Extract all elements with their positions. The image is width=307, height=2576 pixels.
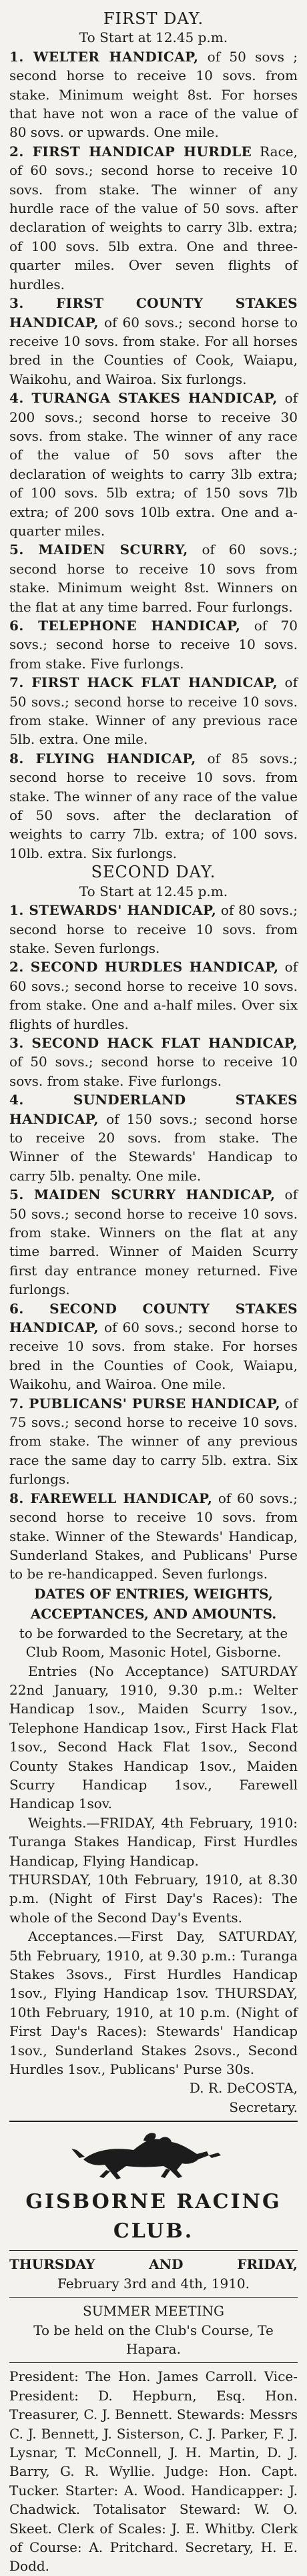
race-entry xyxy=(9,1489,298,1584)
race-entry xyxy=(9,540,298,616)
meeting-name: SUMMER MEETING xyxy=(83,2303,224,2320)
race-title: 4. TURANGA STAKES HANDICAP, xyxy=(9,390,278,407)
section-divider xyxy=(9,2121,298,2122)
race-entry xyxy=(9,1090,298,1185)
club-title: GISBORNE RACING CLUB. xyxy=(25,2190,282,2243)
race-entry xyxy=(9,749,298,863)
race-conditions: Race, of 60 sovs.; second horse to receive 10 sovs. from stake. The winner of any hurdle race of the value of 50 sovs. after declaration of weights to carry 3lb. extra; of 100 sovs. 5lb extra. One and three-quarter miles. Over seven flights of hurdles. xyxy=(9,143,298,292)
meeting-venue: To be held on the Club's Course, Te Hapara. xyxy=(33,2322,274,2357)
race-conditions: of 200 sovs.; second horse to receive 30 sovs. from stake. The winner of any race of the value of 50 sovs after the declaration of weights to carry 3lb extra; of 100 sovs. 5lb extra; of 150 sovs 7lb extra; of 200 sovs 10lb extra. One and a-quarter miles. xyxy=(9,390,298,539)
race-entry xyxy=(9,1299,298,1394)
race-conditions: of 50 sovs ; second horse to receive 10 sovs. from stake. Minimum weight 8st. For horses that have not won a race of the value of 80 sovs. or upwards. One mile. xyxy=(9,48,298,141)
dates-intro: to be forwarded to the Secretary, at the Club Room, Masonic Hotel, Gisborne. xyxy=(19,1625,288,1661)
race-conditions: of 50 sovs.; second horse to receive 10 sovs. from stake. Five furlongs. xyxy=(9,1054,298,1089)
race-title: 3. SECOND HACK FLAT HANDICAP, xyxy=(9,1034,298,1051)
meeting-dates: February 3rd and 4th, 1910. xyxy=(57,2275,250,2292)
first-day-races xyxy=(9,47,298,863)
race-title: 7. FIRST HACK FLAT HANDICAP, xyxy=(9,674,278,691)
race-title: 7. PUBLICANS' PURSE HANDICAP, xyxy=(9,1395,281,1412)
race-entry xyxy=(9,1185,298,1299)
race-title: 5. MAIDEN SCURRY, xyxy=(9,542,188,558)
second-day-start-time: To Start at 12.45 p.m. xyxy=(79,883,228,899)
secretary-signature: D. R. DeCOSTA, xyxy=(189,2080,298,2097)
race-title: 8. FLYING HANDICAP, xyxy=(9,750,196,767)
racehorse-illustration xyxy=(70,2129,237,2182)
race-title: 5. MAIDEN SCURRY HANDICAP, xyxy=(9,1187,276,1203)
second-day-heading: SECOND DAY. xyxy=(91,863,216,882)
race-conditions: of 80 sovs.; second horse to receive 10 sovs. from stake. Seven furlongs. xyxy=(9,902,298,956)
weights-second-paragraph: THURSDAY, 10th February, 1910, at 8.30 p.m. (Night of First Day's Races): The whole of the Second Day's Events. xyxy=(9,1872,298,1926)
meeting-day-thursday: THURSDAY xyxy=(9,2256,95,2273)
race-title: 8. FAREWELL HANDICAP, xyxy=(9,1490,213,1506)
race-entry xyxy=(9,47,298,142)
meeting-days xyxy=(9,2255,298,2274)
first-day-start-time: To Start at 12.45 p.m. xyxy=(79,29,228,46)
weights-paragraph: Weights.—FRIDAY, 4th February, 1910: Turanga Stakes Handicap, First Hurdles Handicap, Flying Handicap. xyxy=(9,1814,298,1869)
dates-divider xyxy=(9,2297,298,2298)
race-entry xyxy=(9,901,298,957)
race-conditions: of 60 sovs.; second horse to receive 10 sovs. from stake. One and a-half miles. Over six flights of hurdles. xyxy=(9,959,298,1032)
race-conditions: of 60 sovs.; second horse to receive 10 sovs. from stake. For horses bred in the Counties of Cook, Waiapu, Waikohu, and Wairoa. One mile. xyxy=(9,1319,298,1393)
race-conditions: of 70 sovs.; second horse to receive 10 sovs. from stake. Five furlongs. xyxy=(9,618,298,672)
second-day-races xyxy=(9,901,298,1584)
race-entry xyxy=(9,142,298,294)
secretary-role: Secretary. xyxy=(229,2099,298,2115)
race-conditions: of 150 sovs.; second horse to receive 20 sovs. from stake. The Winner of the Stewards' Handicap to carry 5lb. penalty. One mile. xyxy=(9,1110,298,1184)
racehorse-jockey-icon xyxy=(9,2126,298,2185)
race-title: 2. FIRST HANDICAP HURDLE xyxy=(9,143,252,160)
race-entry xyxy=(9,294,298,389)
race-conditions: of 60 sovs.; second horse to receive 10 sovs. from stake. Winner of the Stewards' Handicap, Sunderland Stakes, and Publicans' Purse to be re-handicapped. Seven furlongs. xyxy=(9,1490,298,1582)
race-entry xyxy=(9,1394,298,1489)
race-title: 6. SECOND COUNTY STAKES HANDICAP, xyxy=(9,1300,298,1336)
race-title: 1. STEWARDS' HANDICAP, xyxy=(9,902,217,919)
dates-heading: DATES OF ENTRIES, WEIGHTS, ACCEPTANCES, AND AMOUNTS. xyxy=(30,1585,277,1622)
race-title: 2. SECOND HURDLES HANDICAP, xyxy=(9,959,279,976)
race-title: 3. FIRST COUNTY STAKES HANDICAP, xyxy=(9,295,298,331)
race-conditions: of 50 sovs.; second horse to receive 10 sovs. from stake. Winners on the flat at any time barred. Winner of Maiden Scurry first day entrance money returned. Five furlongs. xyxy=(9,1187,298,1298)
race-entry xyxy=(9,1034,298,1090)
meeting-day-friday: FRIDAY, xyxy=(237,2256,298,2273)
race-entry xyxy=(9,389,298,540)
race-conditions: of 50 sovs.; second horse to receive 10 sovs. from stake. Winner of any previous race 5lb. extra. One mile. xyxy=(9,674,298,748)
entries-paragraph: Entries (No Acceptance) SATURDAY 22nd January, 1910, 9.30 p.m.: Welter Handicap 1sov., Maiden Scurry 1sov., Telephone Handicap 1sov., First Hack Flat 1sov., Second Hack Flat 1sov., Second County Stakes Handicap 1sov., Maiden Scurry Handicap 1sov., Farewell Handicap 1sov. xyxy=(9,1663,298,1812)
officials-divider xyxy=(9,2362,298,2363)
race-conditions: of 60 sovs.; second horse to receive 10 sovs from stake. Minimum weight 8st. Winners on the flat at any time barred. Four furlongs. xyxy=(9,542,298,615)
race-conditions: of 60 sovs.; second horse to receive 10 sovs. from stake. For all horses bred in the Counties of Cook, Waiapu, Waikohu, and Wairoa. Six furlongs. xyxy=(9,314,298,387)
race-entry xyxy=(9,957,298,1034)
race-title: 4. SUNDERLAND STAKES HANDICAP, xyxy=(9,1092,298,1127)
race-conditions: of 75 sovs.; second horse to receive 10 sovs. from stake. The winner of any previous race the same day to carry 5lb. extra. Six furlongs. xyxy=(9,1395,298,1488)
first-day-heading: FIRST DAY. xyxy=(103,9,204,28)
meeting-day-and: AND xyxy=(149,2256,184,2273)
club-officials: President: The Hon. James Carroll. Vice-President: D. Hepburn, Esq. Hon. Treasurer, C. J. Bennett. Stewards: Messrs C. J. Bennett, J. Sisterson, C. J. Parker, F. J. Lysnar, T. McConnell, J. H. Martin, D. J. Barry, G. R. Wyllie. Judge: Hon. Capt. Tucker. Starter: A. Wood. Handicapper: J. Chadwick. Totalisator Steward: W. O. Skeet. Clerk of Scales: J. E. Whitby. Clerk of Course: A. Pritchard. Secretary, H. E. Dodd. xyxy=(9,2368,298,2575)
race-conditions: of 85 sovs.; second horse to receive 10 sovs. from stake. The winner of any race of the value of 50 sovs. after the declaration of weights to carry 7lb. extra; of 100 sovs. 10lb. extra. Six furlongs. xyxy=(9,750,298,861)
title-divider xyxy=(9,2250,298,2251)
race-entry xyxy=(9,616,298,673)
race-title: 1. WELTER HANDICAP, xyxy=(9,48,199,65)
race-entry xyxy=(9,673,298,749)
acceptances-paragraph: Acceptances.—First Day, SATURDAY, 5th February, 1910, at 9.30 p.m.: Turanga Stakes 3sovs., First Hurdles Handicap 1sov., Flying Handicap 1sov. THURSDAY, 10th February, 1910, at 10 p.m. (Night of First Day's Races): Stewards' Handicap 1sov., Sunderland Stakes 2sovs., Second Hurdles 1sov., Publicans' Purse 30s. xyxy=(9,1928,298,2078)
race-title: 6. TELEPHONE HANDICAP, xyxy=(9,618,241,634)
